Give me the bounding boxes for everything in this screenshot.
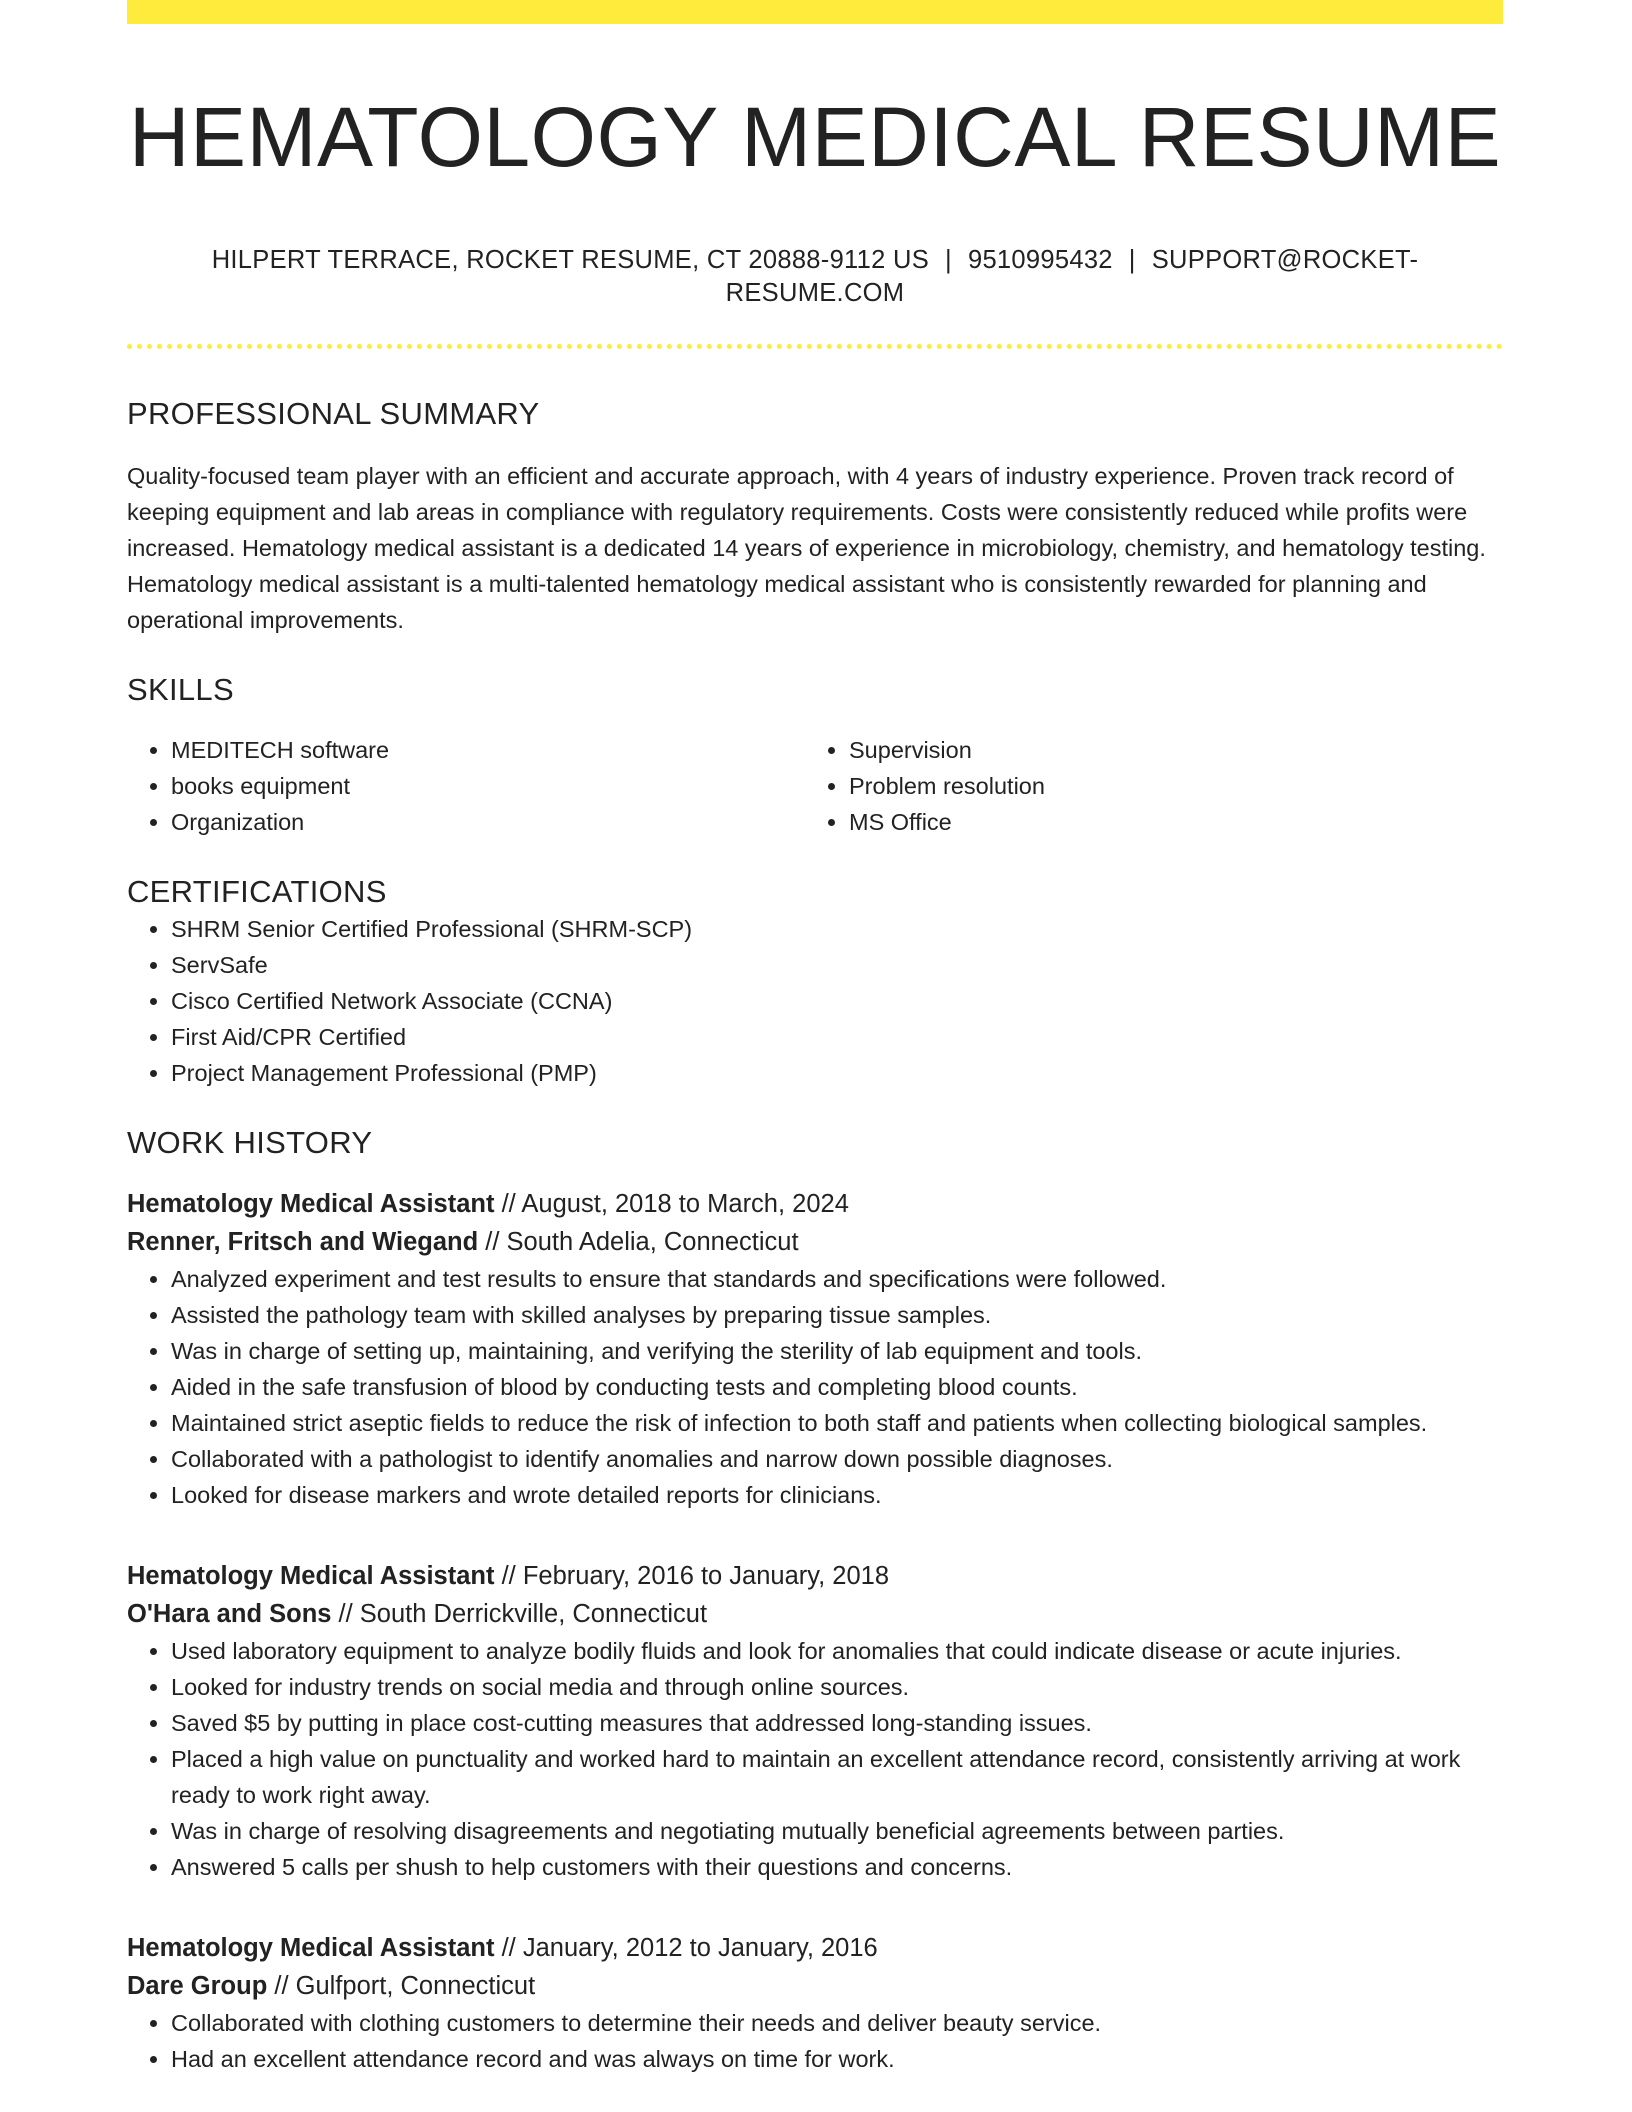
job-duty: • Was in charge of setting up, maintaining, and verifying the sterility of lab equipment and tools. [171, 1333, 1503, 1369]
job-duty: • Had an excellent attendance record and was always on time for work. [171, 2041, 1503, 2077]
job-title: Hematology Medical Assistant [127, 1561, 495, 1590]
job-location: // Gulfport, Connecticut [274, 1971, 536, 2000]
summary-text: Quality-focused team player with an efficient and accurate approach, with 4 years of industry experience. Proven track record of keeping equipment and lab areas in compliance with regulatory requirements. Costs were consistently reduced while profits were increased. Hematology medical assistant is a dedicated 14 years of experience in microbiology, chemistry, and hematology testing. Hematology medical assistant is a multi-talented hematology medical assistant who is consistently rewarded for planning and operational improvements. [127, 463, 1486, 634]
job-company-line [127, 1595, 1503, 1633]
job-duty: • Used laboratory equipment to analyze bodily fluids and look for anomalies that could indicate disease or acute injuries. [171, 1633, 1503, 1669]
job-duty: • Analyzed experiment and test results to ensure that standards and specifications were followed. [171, 1261, 1503, 1297]
job-duty: • Was in charge of resolving disagreements and negotiating mutually beneficial agreements between parties. [171, 1813, 1503, 1849]
job-company: Dare Group [127, 1971, 268, 2000]
skill-item: • Supervision [849, 732, 1483, 768]
job-title: Hematology Medical Assistant [127, 1933, 495, 1962]
skill-item: • MS Office [849, 804, 1483, 840]
job-company: O'Hara and Sons [127, 1599, 332, 1628]
job-company-line [127, 1223, 1503, 1261]
job-entry [127, 1557, 1503, 1885]
job-title-line [127, 1929, 1503, 1967]
dotted-divider [127, 344, 1503, 349]
contact-email: SUPPORT@ROCKET-RESUME.COM [725, 245, 1419, 307]
job-dates: // January, 2012 to January, 2016 [501, 1933, 878, 1962]
job-duty: • Placed a high value on punctuality and worked hard to maintain an excellent attendance record, consistently arriving at work ready to work right away. [171, 1741, 1503, 1813]
job-location: // South Adelia, Connecticut [485, 1227, 799, 1256]
job-duty: • Answered 5 calls per shush to help customers with their questions and concerns. [171, 1849, 1503, 1885]
job-duty: • Maintained strict aseptic fields to reduce the risk of infection to both staff and patients when collecting biological samples. [171, 1405, 1503, 1441]
job-entry [127, 1929, 1503, 2077]
work-history-heading: WORK HISTORY [127, 1124, 373, 1160]
skill-item: • books equipment [171, 768, 805, 804]
job-duty: • Collaborated with clothing customers to determine their needs and deliver beauty service. [171, 2005, 1503, 2041]
contact-address: HILPERT TERRACE, ROCKET RESUME, CT 20888-9112 US [211, 245, 930, 274]
contact-phone: 9510995432 [967, 245, 1113, 274]
job-duty: • Assisted the pathology team with skilled analyses by preparing tissue samples. [171, 1297, 1503, 1333]
certifications-list [127, 911, 1503, 1091]
resume-title: HEMATOLOGY MEDICAL RESUME [128, 90, 1502, 184]
skills-heading: SKILLS [127, 672, 234, 708]
job-title-line [127, 1557, 1503, 1595]
certification-item: • First Aid/CPR Certified [171, 1019, 1503, 1055]
certification-item: • SHRM Senior Certified Professional (SHRM-SCP) [171, 911, 1503, 947]
job-duties-list [127, 1261, 1503, 1513]
job-duty: • Collaborated with a pathologist to identify anomalies and narrow down possible diagnoses. [171, 1441, 1503, 1477]
certification-item: • Cisco Certified Network Associate (CCNA) [171, 983, 1503, 1019]
job-duty: • Aided in the safe transfusion of blood by conducting tests and completing blood counts. [171, 1369, 1503, 1405]
job-duty: • Looked for disease markers and wrote detailed reports for clinicians. [171, 1477, 1503, 1513]
contact-line [127, 244, 1503, 310]
skills-column-right [805, 732, 1483, 840]
skills-column-left [127, 732, 805, 840]
job-company: Renner, Fritsch and Wiegand [127, 1227, 479, 1256]
job-title: Hematology Medical Assistant [127, 1189, 495, 1218]
contact-separator: | [1128, 245, 1136, 274]
certifications-heading: CERTIFICATIONS [127, 874, 387, 910]
skill-item: • Problem resolution [849, 768, 1483, 804]
job-duties-list [127, 1633, 1503, 1885]
resume-page [127, 0, 1503, 2077]
skill-item: • MEDITECH software [171, 732, 805, 768]
skills-grid [127, 732, 1503, 840]
contact-separator: | [945, 245, 952, 274]
job-company-line [127, 1967, 1503, 2005]
certification-item: • Project Management Professional (PMP) [171, 1055, 1503, 1091]
job-location: // South Derrickville, Connecticut [338, 1599, 708, 1628]
job-duty: • Looked for industry trends on social media and through online sources. [171, 1669, 1503, 1705]
certification-item: • ServSafe [171, 947, 1503, 983]
job-title-line [127, 1185, 1503, 1223]
job-duty: • Saved $5 by putting in place cost-cutting measures that addressed long-standing issues. [171, 1705, 1503, 1741]
skill-item: • Organization [171, 804, 805, 840]
job-dates: // February, 2016 to January, 2018 [501, 1561, 890, 1590]
job-dates: // August, 2018 to March, 2024 [501, 1189, 849, 1218]
job-entry [127, 1185, 1503, 1513]
summary-heading: PROFESSIONAL SUMMARY [127, 396, 540, 432]
accent-top-bar [127, 0, 1503, 24]
job-duties-list [127, 2005, 1503, 2077]
